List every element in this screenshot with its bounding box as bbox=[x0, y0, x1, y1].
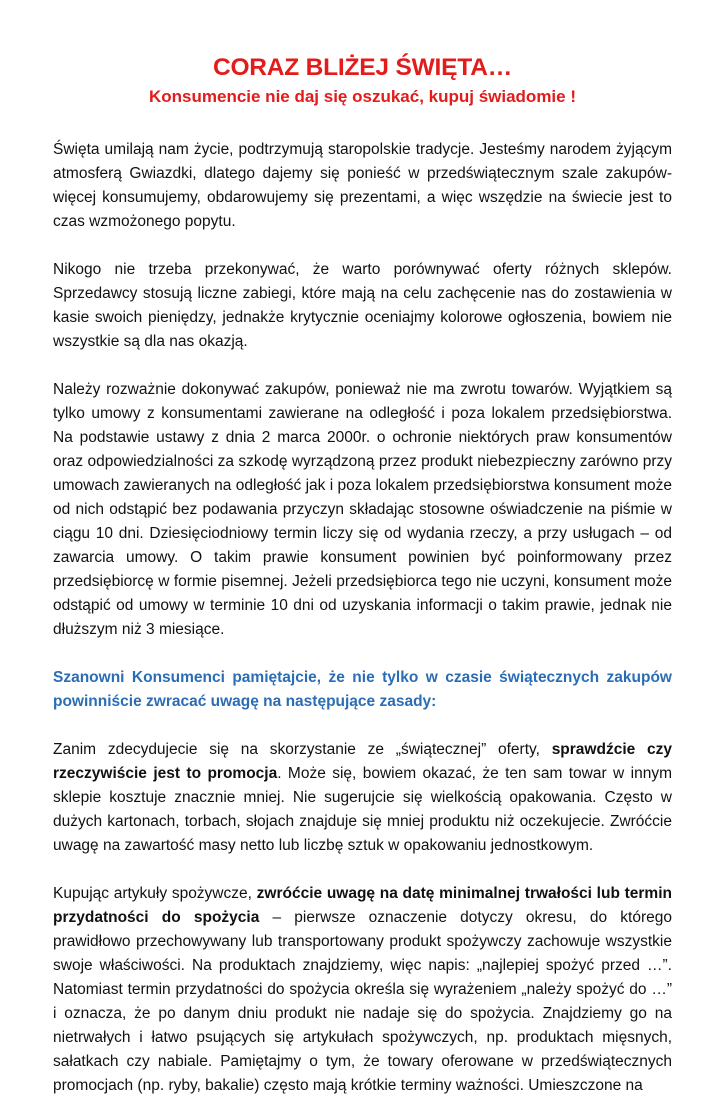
page-subtitle: Konsumencie nie daj się oszukać, kupuj świadomie ! bbox=[148, 87, 576, 106]
rule-promotion-text-after: . Może się, bowiem okazać, że ten sam towar w innym sklepie kosztuje znacznie mniej. Nie sugerujcie się wielkością opakowania. Często w dużych kartonach, torbach, słojach znajduje się mniej produktu niż oczekujecie. Zwróćcie uwagę na zawartość masy netto lub liczbę sztuk w opakowaniu jednostkowym. bbox=[53, 765, 672, 854]
rule-expiry-text-before: Kupując artykuły spożywcze, bbox=[53, 885, 257, 902]
rules-heading: Szanowni Konsumenci pamiętajcie, że nie tylko w czasie świątecznych zakupów powinniście zwracać uwagę na następujące zasady: bbox=[53, 669, 672, 710]
paragraph-rule-promotion bbox=[53, 738, 672, 858]
rule-expiry-text-after: – pierwsze oznaczenie dotyczy okresu, do którego prawidłowo przechowywany lub transportowany produkt spożywczy zachowuje wszystkie swoje właściwości. Na produktach znajdziemy, więc napis: „najlepiej spożyć przed …”. Natomiast termin przydatności do spożycia określa się wyrażeniem „należy spożyć do …” i oznacza, że po danym dniu produkt nie nadaje się do spożycia. Znajdziemy go na nietrwałych i łatwo psujących się artykułach spożywczych, np. produktach mięsnych, sałatkach czy nabiale. Pamiętajmy o tym, że towary oferowane w przedświątecznych promocjach (np. ryby, bakalie) często mają krótkie terminy ważności. Umieszczone na bbox=[53, 909, 672, 1094]
page-title: CORAZ BLIŻEJ ŚWIĘTA… bbox=[212, 54, 513, 81]
rule-promotion-bold: sprawdźcie czy rzeczywiście jest to promocja bbox=[53, 741, 672, 782]
paragraph-intro: Święta umilają nam życie, podtrzymują staropolskie tradycje. Jesteśmy narodem żyjącym atmosferą Gwiazdki, dlatego dajemy się ponieść w przedświątecznym szale zakupów- więcej konsumujemy, obdarowujemy się prezentami, a więc wszędzie na świecie jest to czas wzmożonego popytu. bbox=[53, 141, 672, 230]
paragraph-returns: Należy rozważnie dokonywać zakupów, ponieważ nie ma zwrotu towarów. Wyjątkiem są tylko umowy z konsumentami zawierane na odległość i poza lokalem przedsiębiorstwa. Na podstawie ustawy z dnia 2 marca 2000r. o ochronie niektórych praw konsumentów oraz odpowiedzialności za szkodę wyrządzoną przez produkt niebezpieczny zarówno przy umowach zawieranych na odległość jak i poza lokalem przedsiębiorstwa konsument może od nich odstąpić bez podawania przyczyn składając stosowne oświadczenie na piśmie w ciągu 10 dni. Dziesięciodniowy termin liczy się od wydania rzeczy, a przy usługach – od zawarcia umowy. O takim prawie konsument powinien być poinformowany przez przedsiębiorcę w formie pisemnej. Jeżeli przedsiębiorca tego nie uczyni, konsument może odstąpić od umowy w terminie 10 dni od uzyskania informacji o takim prawie, jednak nie dłuższym niż 3 miesiące. bbox=[53, 381, 672, 638]
rule-expiry-bold: zwróćcie uwagę na datę minimalnej trwałości lub termin przydatności do spożycia bbox=[53, 885, 672, 926]
rule-promotion-text-before: Zanim zdecydujecie się na skorzystanie ze „świątecznej” oferty, bbox=[53, 741, 552, 758]
paragraph-compare-offers: Nikogo nie trzeba przekonywać, że warto porównywać oferty różnych sklepów. Sprzedawcy stosują liczne zabiegi, które mają na celu zachęcenie nas do zostawienia w kasie swoich pieniędzy, jednakże krytycznie oceniajmy kolorowe ogłoszenia, bowiem nie wszystkie są dla nas okazją. bbox=[53, 261, 672, 350]
paragraph-rule-expiry bbox=[53, 882, 672, 1098]
